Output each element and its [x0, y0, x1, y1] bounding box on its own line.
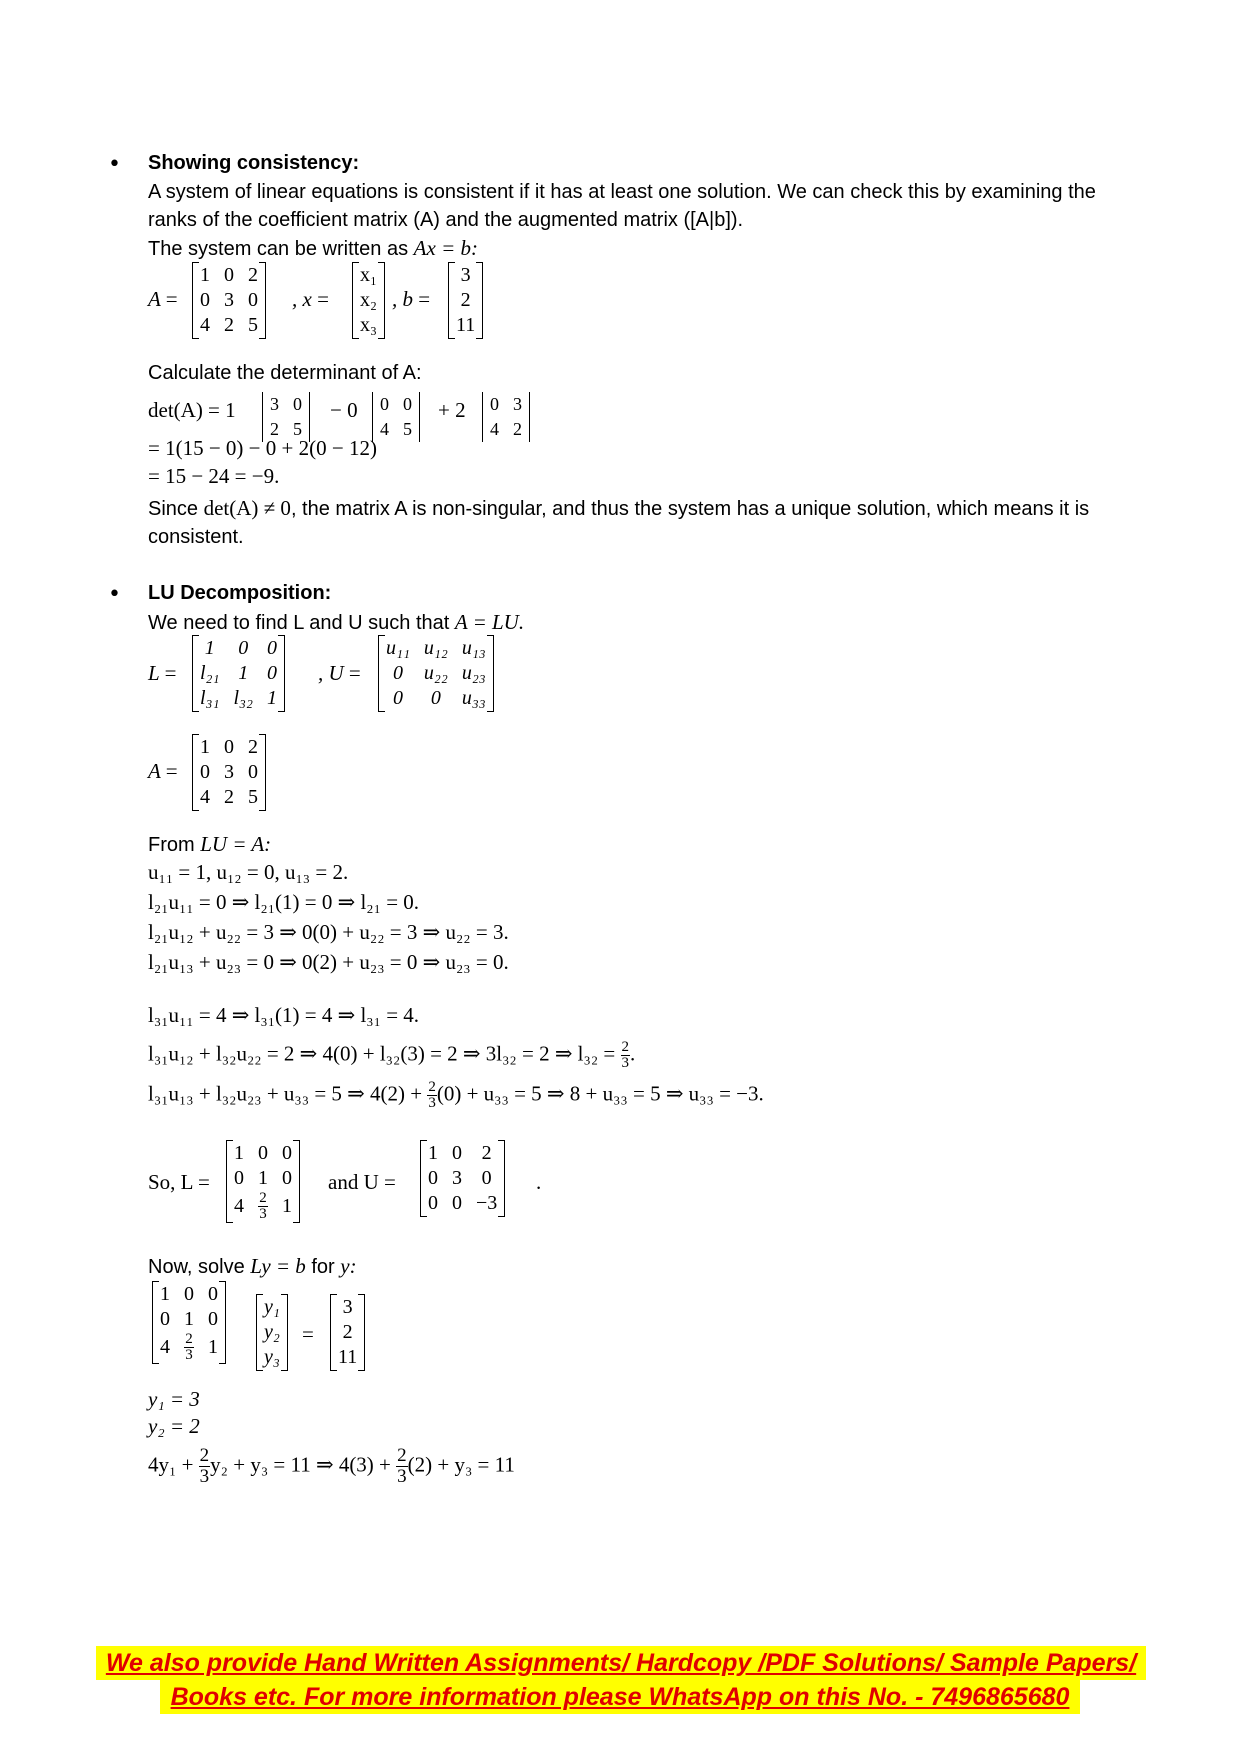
- det-label: det(A) = 1: [148, 398, 236, 422]
- matrix-row: [331, 1345, 364, 1370]
- matrix-row: [331, 1295, 364, 1320]
- math-label: , b =: [392, 287, 431, 311]
- vector-b: [330, 1295, 365, 1370]
- matrix-cell: u₃₃: [461, 687, 486, 709]
- matrix-cell: 0: [266, 662, 277, 684]
- matrix-row: [373, 392, 419, 417]
- equation-line: l₂₁u₁₁ = 0 ⇒ l₂₁(1) = 0 ⇒ l₂₁ = 0.: [148, 890, 420, 914]
- matrix-row: [193, 636, 284, 661]
- fraction: $\frac{2}{3}$: [428, 1079, 436, 1111]
- matrix-cell: x₂: [360, 289, 377, 311]
- det-operator: + 2: [438, 398, 466, 422]
- matrix-A: [192, 263, 266, 338]
- matrix-cell: 0: [266, 637, 277, 659]
- equals-sign: =: [302, 1322, 314, 1346]
- fraction: $\frac{2}{3}$: [621, 1039, 629, 1071]
- math-label: and U =: [328, 1170, 396, 1194]
- matrix-L-final: [152, 1282, 226, 1363]
- matrix-cell: 5: [293, 419, 302, 439]
- matrix-cell: u₂₃: [461, 662, 486, 684]
- matrix-cell: 0: [428, 1192, 438, 1214]
- matrix-row: [257, 1295, 287, 1320]
- equation-line: l₂₁u₁₂ + u₂₂ = 3 ⇒ 0(0) + u₂₂ = 3 ⇒ u₂₂ = 3.: [148, 920, 509, 944]
- matrix-cell: 1: [234, 1142, 244, 1164]
- matrix-row: [421, 1191, 504, 1216]
- promo-banner-line: Books etc. For more information please WhatsApp on this No. - 7496865680: [160, 1680, 1080, 1714]
- equation-line: y₁ = 3: [148, 1387, 200, 1411]
- matrix-cell: 0: [224, 736, 234, 758]
- math-label: A =: [148, 759, 178, 783]
- equation-line: u₁₁ = 1, u₁₂ = 0, u₁₃ = 2.: [148, 860, 349, 884]
- matrix-cell: y₃: [264, 1346, 280, 1368]
- matrix-cell: 1: [184, 1308, 194, 1330]
- matrix-cell: 1: [428, 1142, 438, 1164]
- equation-line: 4y₁ + $\frac{2}{3}$ y₂ + y₃ = 11 ⇒ 4(3) + $\frac{2}{3}$ (2) + y₃ = 11: [148, 1445, 515, 1487]
- paragraph-line: ranks of the coefficient matrix (A) and the augmented matrix ([A|b]).: [148, 209, 744, 231]
- section-heading-consistency: Showing consistency:: [148, 152, 360, 174]
- matrix-L-final: [226, 1141, 300, 1222]
- matrix-cell: 4: [200, 786, 210, 808]
- matrix-row: [227, 1191, 299, 1222]
- matrix-cell: 3: [513, 394, 522, 414]
- matrix-cell: l₂₁: [200, 662, 220, 684]
- matrix-cell: 0: [380, 394, 389, 414]
- matrix-cell: 1: [282, 1195, 292, 1217]
- matrix-row: [379, 686, 493, 711]
- matrix-row: [193, 313, 265, 338]
- matrix-cell: 0: [234, 1167, 244, 1189]
- equation-line: l₃₁u₁₂ + l₃₂u₂₂ = 2 ⇒ 4(0) + l₃₂(3) = 2 ⇒ 3l₃₂ = 2 ⇒ l₃₂ = $\frac{2}{3}$ .: [148, 1039, 636, 1071]
- equation-line: y₂ = 2: [148, 1414, 200, 1438]
- math-label: , x =: [292, 287, 329, 311]
- matrix-row: [263, 392, 309, 417]
- matrix-cell: l₃₁: [200, 687, 220, 709]
- paragraph-line: The system can be written as Ax = b:: [148, 236, 478, 260]
- matrix-cell: 3: [224, 289, 234, 311]
- matrix-cell: 0: [184, 1283, 194, 1305]
- paragraph-line: We need to find L and U such that A = LU.: [148, 610, 525, 634]
- matrix-cell: y₂: [264, 1321, 280, 1343]
- matrix-cell: 0: [430, 687, 441, 709]
- math-label: , U =: [318, 661, 361, 685]
- matrix-row: [379, 636, 493, 661]
- matrix-A: [192, 735, 266, 810]
- fraction: $\frac{2}{3}$: [397, 1445, 407, 1487]
- matrix-cell: 0: [160, 1308, 170, 1330]
- matrix-cell: 0: [481, 1167, 492, 1189]
- matrix-cell: 4: [490, 419, 499, 439]
- det-minor-3: [482, 392, 530, 442]
- math-label: A =: [148, 287, 178, 311]
- matrix-cell: 3: [270, 394, 279, 414]
- matrix-row: [193, 661, 284, 686]
- vector-b: [448, 263, 483, 338]
- matrix-row: [373, 417, 419, 442]
- matrix-row: [483, 392, 529, 417]
- matrix-cell: 5: [248, 314, 258, 336]
- vector-x: [352, 263, 385, 338]
- matrix-row: [193, 288, 265, 313]
- matrix-cell: l₃₂: [233, 687, 253, 709]
- matrix-cell: 0: [224, 264, 234, 286]
- matrix-cell: 3: [452, 1167, 462, 1189]
- matrix-row: [331, 1320, 364, 1345]
- matrix-row: [227, 1166, 299, 1191]
- matrix-cell: 0: [208, 1283, 218, 1305]
- promo-banner-line: We also provide Hand Written Assignments/ Hardcopy /PDF Solutions/ Sample Papers/: [96, 1646, 1146, 1680]
- matrix-cell: u₁₃: [461, 637, 486, 659]
- paragraph-line: Calculate the determinant of A:: [148, 362, 422, 384]
- matrix-row: [227, 1141, 299, 1166]
- det-step: = 15 − 24 = −9.: [148, 464, 280, 488]
- matrix-cell: u₁₁: [386, 637, 410, 659]
- matrix-L-general: [192, 636, 285, 711]
- bullet-icon: •: [108, 582, 121, 607]
- matrix-cell: x₃: [360, 314, 377, 336]
- matrix-row: [193, 760, 265, 785]
- matrix-cell: 0: [293, 394, 302, 414]
- matrix-row: [257, 1320, 287, 1345]
- matrix-cell: 0: [282, 1142, 292, 1164]
- matrix-row: [153, 1307, 225, 1332]
- matrix-row: [449, 288, 482, 313]
- matrix-cell: 2: [248, 264, 258, 286]
- paragraph-line: consistent.: [148, 526, 244, 548]
- matrix-cell: 0: [428, 1167, 438, 1189]
- matrix-row: [421, 1141, 504, 1166]
- matrix-cell: 2: [270, 419, 279, 439]
- matrix-cell: $\frac{2}{3}$: [259, 1190, 267, 1222]
- paragraph-line: Now, solve Ly = b for y:: [148, 1254, 357, 1278]
- matrix-row: [483, 417, 529, 442]
- vector-y: [256, 1295, 288, 1370]
- matrix-cell: 2: [248, 736, 258, 758]
- matrix-cell: x₁: [360, 264, 377, 286]
- matrix-cell: $\frac{2}{3}$: [185, 1331, 193, 1363]
- matrix-cell: 3: [460, 264, 471, 286]
- matrix-cell: 3: [224, 761, 234, 783]
- matrix-row: [353, 263, 384, 288]
- matrix-cell: y₁: [264, 1296, 280, 1318]
- matrix-cell: 2: [460, 289, 471, 311]
- matrix-cell: 0: [392, 662, 403, 684]
- matrix-cell: 0: [200, 761, 210, 783]
- matrix-cell: 1: [208, 1336, 218, 1358]
- paragraph-line: Since det(A) ≠ 0, the matrix A is non-singular, and thus the system has a unique solution, which means it is: [148, 496, 1090, 520]
- matrix-cell: 0: [452, 1192, 462, 1214]
- matrix-row: [193, 263, 265, 288]
- matrix-cell: 0: [238, 637, 249, 659]
- matrix-row: [379, 661, 493, 686]
- matrix-row: [193, 785, 265, 810]
- matrix-cell: 1: [200, 264, 210, 286]
- matrix-row: [353, 313, 384, 338]
- matrix-cell: 4: [160, 1336, 170, 1358]
- matrix-row: [449, 263, 482, 288]
- matrix-cell: 5: [403, 419, 412, 439]
- matrix-cell: 0: [452, 1142, 462, 1164]
- matrix-cell: u₂₂: [423, 662, 448, 684]
- matrix-cell: 4: [200, 314, 210, 336]
- matrix-cell: 1: [200, 736, 210, 758]
- matrix-cell: 0: [248, 289, 258, 311]
- matrix-cell: 0: [200, 289, 210, 311]
- matrix-cell: −3: [476, 1192, 498, 1214]
- bullet-icon: •: [108, 152, 121, 177]
- det-minor-1: [262, 392, 310, 442]
- det-operator: − 0: [330, 398, 358, 422]
- det-step: = 1(15 − 0) − 0 + 2(0 − 12): [148, 436, 377, 460]
- matrix-cell: 1: [238, 662, 249, 684]
- equation-line: l₃₁u₁₃ + l₃₂u₂₃ + u₃₃ = 5 ⇒ 4(2) + $\frac{2}{3}$ (0) + u₃₃ = 5 ⇒ 8 + u₃₃ = 5 ⇒ u₃₃ = −3.: [148, 1079, 764, 1111]
- matrix-row: [193, 686, 284, 711]
- matrix-row: [257, 1345, 287, 1370]
- fraction: $\frac{2}{3}$: [199, 1445, 210, 1487]
- matrix-cell: 5: [248, 786, 258, 808]
- matrix-cell: 4: [380, 419, 389, 439]
- matrix-cell: 1: [204, 637, 215, 659]
- matrix-cell: 1: [160, 1283, 170, 1305]
- matrix-cell: 11: [338, 1346, 358, 1368]
- matrix-U-final: [420, 1141, 505, 1216]
- matrix-cell: 11: [456, 314, 476, 336]
- det-minor-2: [372, 392, 420, 442]
- matrix-row: [421, 1166, 504, 1191]
- matrix-cell: 0: [282, 1167, 292, 1189]
- matrix-cell: 2: [224, 314, 234, 336]
- matrix-row: [193, 735, 265, 760]
- section-heading-lu: LU Decomposition:: [148, 582, 332, 604]
- matrix-row: [449, 313, 482, 338]
- matrix-cell: 1: [258, 1167, 268, 1189]
- matrix-row: [353, 288, 384, 313]
- matrix-cell: 0: [490, 394, 499, 414]
- equation-line: l₃₁u₁₁ = 4 ⇒ l₃₁(1) = 4 ⇒ l₃₁ = 4.: [148, 1003, 420, 1027]
- matrix-cell: 0: [248, 761, 258, 783]
- math-label: L =: [148, 661, 177, 685]
- matrix-cell: 2: [481, 1142, 492, 1164]
- paragraph-line: From LU = A:: [148, 832, 272, 856]
- paragraph-line: A system of linear equations is consistent if it has at least one solution. We can check this by examining the: [148, 181, 1096, 203]
- math-label: So, L =: [148, 1170, 210, 1194]
- matrix-cell: 0: [208, 1308, 218, 1330]
- matrix-cell: 2: [513, 419, 522, 439]
- matrix-cell: 0: [403, 394, 412, 414]
- matrix-U-general: [378, 636, 494, 711]
- matrix-cell: 1: [266, 687, 277, 709]
- matrix-cell: 4: [234, 1195, 244, 1217]
- matrix-cell: 2: [342, 1321, 353, 1343]
- matrix-row: [153, 1332, 225, 1363]
- punctuation: .: [536, 1170, 542, 1194]
- equation-line: l₂₁u₁₃ + u₂₃ = 0 ⇒ 0(2) + u₂₃ = 0 ⇒ u₂₃ = 0.: [148, 950, 509, 974]
- matrix-cell: 2: [224, 786, 234, 808]
- matrix-cell: 0: [392, 687, 403, 709]
- matrix-cell: u₁₂: [423, 637, 448, 659]
- matrix-row: [153, 1282, 225, 1307]
- matrix-cell: 3: [342, 1296, 353, 1318]
- matrix-cell: 0: [258, 1142, 268, 1164]
